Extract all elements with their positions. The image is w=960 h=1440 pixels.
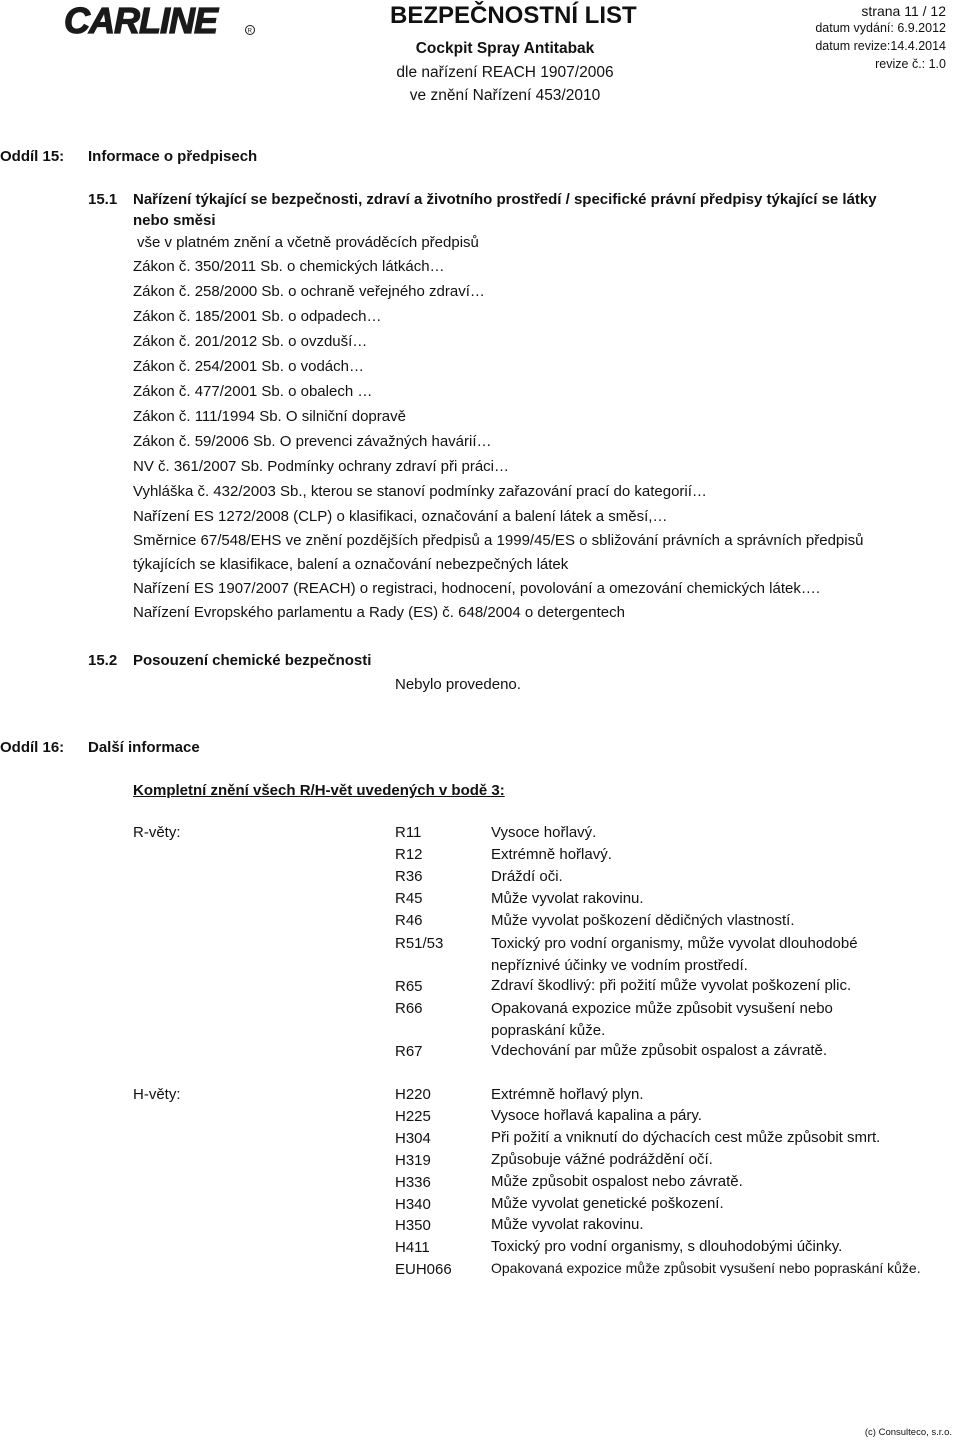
r-phrase-text: Zdraví škodlivý: při požití může vyvolat poškození plic. xyxy=(491,977,852,994)
regulation-item: NV č. 361/2007 Sb. Podmínky ochrany zdraví při práci… xyxy=(133,458,510,475)
regulations-intro: vše v platném znění a včetně prováděcích předpisů xyxy=(137,234,479,251)
r-phrase-code: R46 xyxy=(395,912,423,929)
subsection-15-1-number: 15.1 xyxy=(88,191,118,208)
revision-number: revize č.: 1.0 xyxy=(875,57,946,71)
r-phrase-text-cont: popraskání kůže. xyxy=(491,1022,606,1039)
r-phrase-code: R66 xyxy=(395,1000,423,1017)
h-phrase-text: Toxický pro vodní organismy, s dlouhodobými účinky. xyxy=(491,1238,843,1255)
h-phrase-code: H350 xyxy=(395,1217,431,1234)
regulation-item: Směrnice 67/548/EHS ve znění pozdějších předpisů a 1999/45/ES o sbližování právních a správních předpisů xyxy=(133,532,864,549)
h-phrase-text: Může způsobit ospalost nebo závratě. xyxy=(491,1173,743,1190)
subsection-15-1-title: Nařízení týkající se bezpečnosti, zdraví a životního prostředí / specifické právní předpisy týkající se látky xyxy=(133,191,877,208)
r-phrase-text: Toxický pro vodní organismy, může vyvolat dlouhodobé xyxy=(491,935,858,952)
svg-text:CARLINE: CARLINE xyxy=(64,0,217,40)
r-phrase-text-cont: nepříznivé účinky ve vodním prostředí. xyxy=(491,957,748,974)
subsection-15-2-number: 15.2 xyxy=(88,652,118,669)
r-phrase-text: Vdechování par může způsobit ospalost a závratě. xyxy=(491,1042,828,1059)
regulation-item: Zákon č. 111/1994 Sb. O silniční dopravě xyxy=(133,408,406,425)
section-15-title: Informace o předpisech xyxy=(88,148,258,165)
regulation-item: Vyhláška č. 432/2003 Sb., kterou se stanoví podmínky zařazování prací do kategorií… xyxy=(133,483,707,500)
h-phrase-text: Vysoce hořlavá kapalina a páry. xyxy=(491,1107,702,1124)
subsection-15-1-title-cont: nebo směsi xyxy=(133,212,216,229)
document-title: BEZPEČNOSTNÍ LIST xyxy=(390,2,637,29)
svg-text:R: R xyxy=(247,28,252,35)
r-phrase-code: R65 xyxy=(395,978,423,995)
regulation-item: Zákon č. 258/2000 Sb. o ochraně veřejného zdraví… xyxy=(133,283,485,300)
h-phrase-text: Opakovaná expozice může způsobit vysušení nebo popraskání kůže. xyxy=(491,1260,921,1276)
h-phrase-code: H220 xyxy=(395,1086,431,1103)
chemical-safety-assessment-text: Nebylo provedeno. xyxy=(395,676,521,693)
regulation-line-2: ve znění Nařízení 453/2010 xyxy=(409,87,601,104)
r-phrase-code: R36 xyxy=(395,868,423,885)
h-phrase-text: Extrémně hořlavý plyn. xyxy=(491,1086,644,1103)
subsection-15-2-title: Posouzení chemické bezpečnosti xyxy=(133,652,372,669)
regulation-item: Nařízení Evropského parlamentu a Rady (ES) č. 648/2004 o detergentech xyxy=(133,604,625,621)
section-16-label: Oddíl 16: xyxy=(0,739,65,756)
complete-text-heading: Kompletní znění všech R/H-vět uvedených v bodě 3: xyxy=(133,782,505,799)
h-phrase-code: EUH066 xyxy=(395,1261,452,1278)
h-phrase-text: Při požití a vniknutí do dýchacích cest může způsobit smrt. xyxy=(491,1129,881,1146)
regulation-item: Nařízení ES 1272/2008 (CLP) o klasifikaci, označování a balení látek a směsí,… xyxy=(133,508,668,525)
r-phrase-text: Vysoce hořlavý. xyxy=(491,824,597,841)
regulation-item: Nařízení ES 1907/2007 (REACH) o registraci, hodnocení, povolování a omezování chemických látek…. xyxy=(133,580,821,597)
r-phrase-code: R45 xyxy=(395,890,423,907)
section-15-label: Oddíl 15: xyxy=(0,148,65,165)
regulation-line-1: dle nařízení REACH 1907/2006 xyxy=(396,64,614,81)
h-phrase-text: Může vyvolat rakovinu. xyxy=(491,1216,644,1233)
r-phrase-code: R67 xyxy=(395,1043,423,1060)
h-phrase-text: Může vyvolat genetické poškození. xyxy=(491,1195,724,1212)
h-phrase-text: Způsobuje vážné podráždění očí. xyxy=(491,1151,713,1168)
regulation-item: Zákon č. 201/2012 Sb. o ovzduší… xyxy=(133,333,368,350)
h-phrase-code: H411 xyxy=(395,1239,430,1256)
r-phrase-text: Extrémně hořlavý. xyxy=(491,846,612,863)
h-phrase-code: H319 xyxy=(395,1152,431,1169)
regulation-item: Zákon č. 185/2001 Sb. o odpadech… xyxy=(133,308,382,325)
r-phrase-code: R51/53 xyxy=(395,935,444,952)
r-phrase-text: Může vyvolat poškození dědičných vlastností. xyxy=(491,912,795,929)
issue-date: datum vydání: 6.9.2012 xyxy=(815,21,946,35)
r-phrase-text: Může vyvolat rakovinu. xyxy=(491,890,644,907)
r-phrase-code: R11 xyxy=(395,824,422,841)
r-phrases-label: R-věty: xyxy=(133,824,181,841)
revision-date: datum revize:14.4.2014 xyxy=(815,39,946,53)
r-phrase-text: Opakovaná expozice může způsobit vysušení nebo xyxy=(491,1000,833,1017)
regulation-item: Zákon č. 254/2001 Sb. o vodách… xyxy=(133,358,364,375)
carline-logo xyxy=(62,0,258,40)
product-name: Cockpit Spray Antitabak xyxy=(415,40,595,57)
regulation-item: Zákon č. 477/2001 Sb. o obalech … xyxy=(133,383,373,400)
r-phrase-text: Dráždí oči. xyxy=(491,868,563,885)
r-phrase-code: R12 xyxy=(395,846,423,863)
section-16-title: Další informace xyxy=(88,739,200,756)
page-number: strana 11 / 12 xyxy=(861,3,946,19)
h-phrase-code: H225 xyxy=(395,1108,431,1125)
h-phrase-code: H340 xyxy=(395,1196,431,1213)
h-phrases-label: H-věty: xyxy=(133,1086,181,1103)
regulation-item: Zákon č. 59/2006 Sb. O prevenci závažných havárií… xyxy=(133,433,492,450)
h-phrase-code: H336 xyxy=(395,1174,431,1191)
regulation-item: Zákon č. 350/2011 Sb. o chemických látkách… xyxy=(133,258,445,275)
h-phrase-code: H304 xyxy=(395,1130,431,1147)
footer-copyright: (c) Consulteco, s.r.o. xyxy=(864,1427,952,1438)
regulation-item-cont: týkajících se klasifikace, balení a označování nebezpečných látek xyxy=(133,556,569,573)
